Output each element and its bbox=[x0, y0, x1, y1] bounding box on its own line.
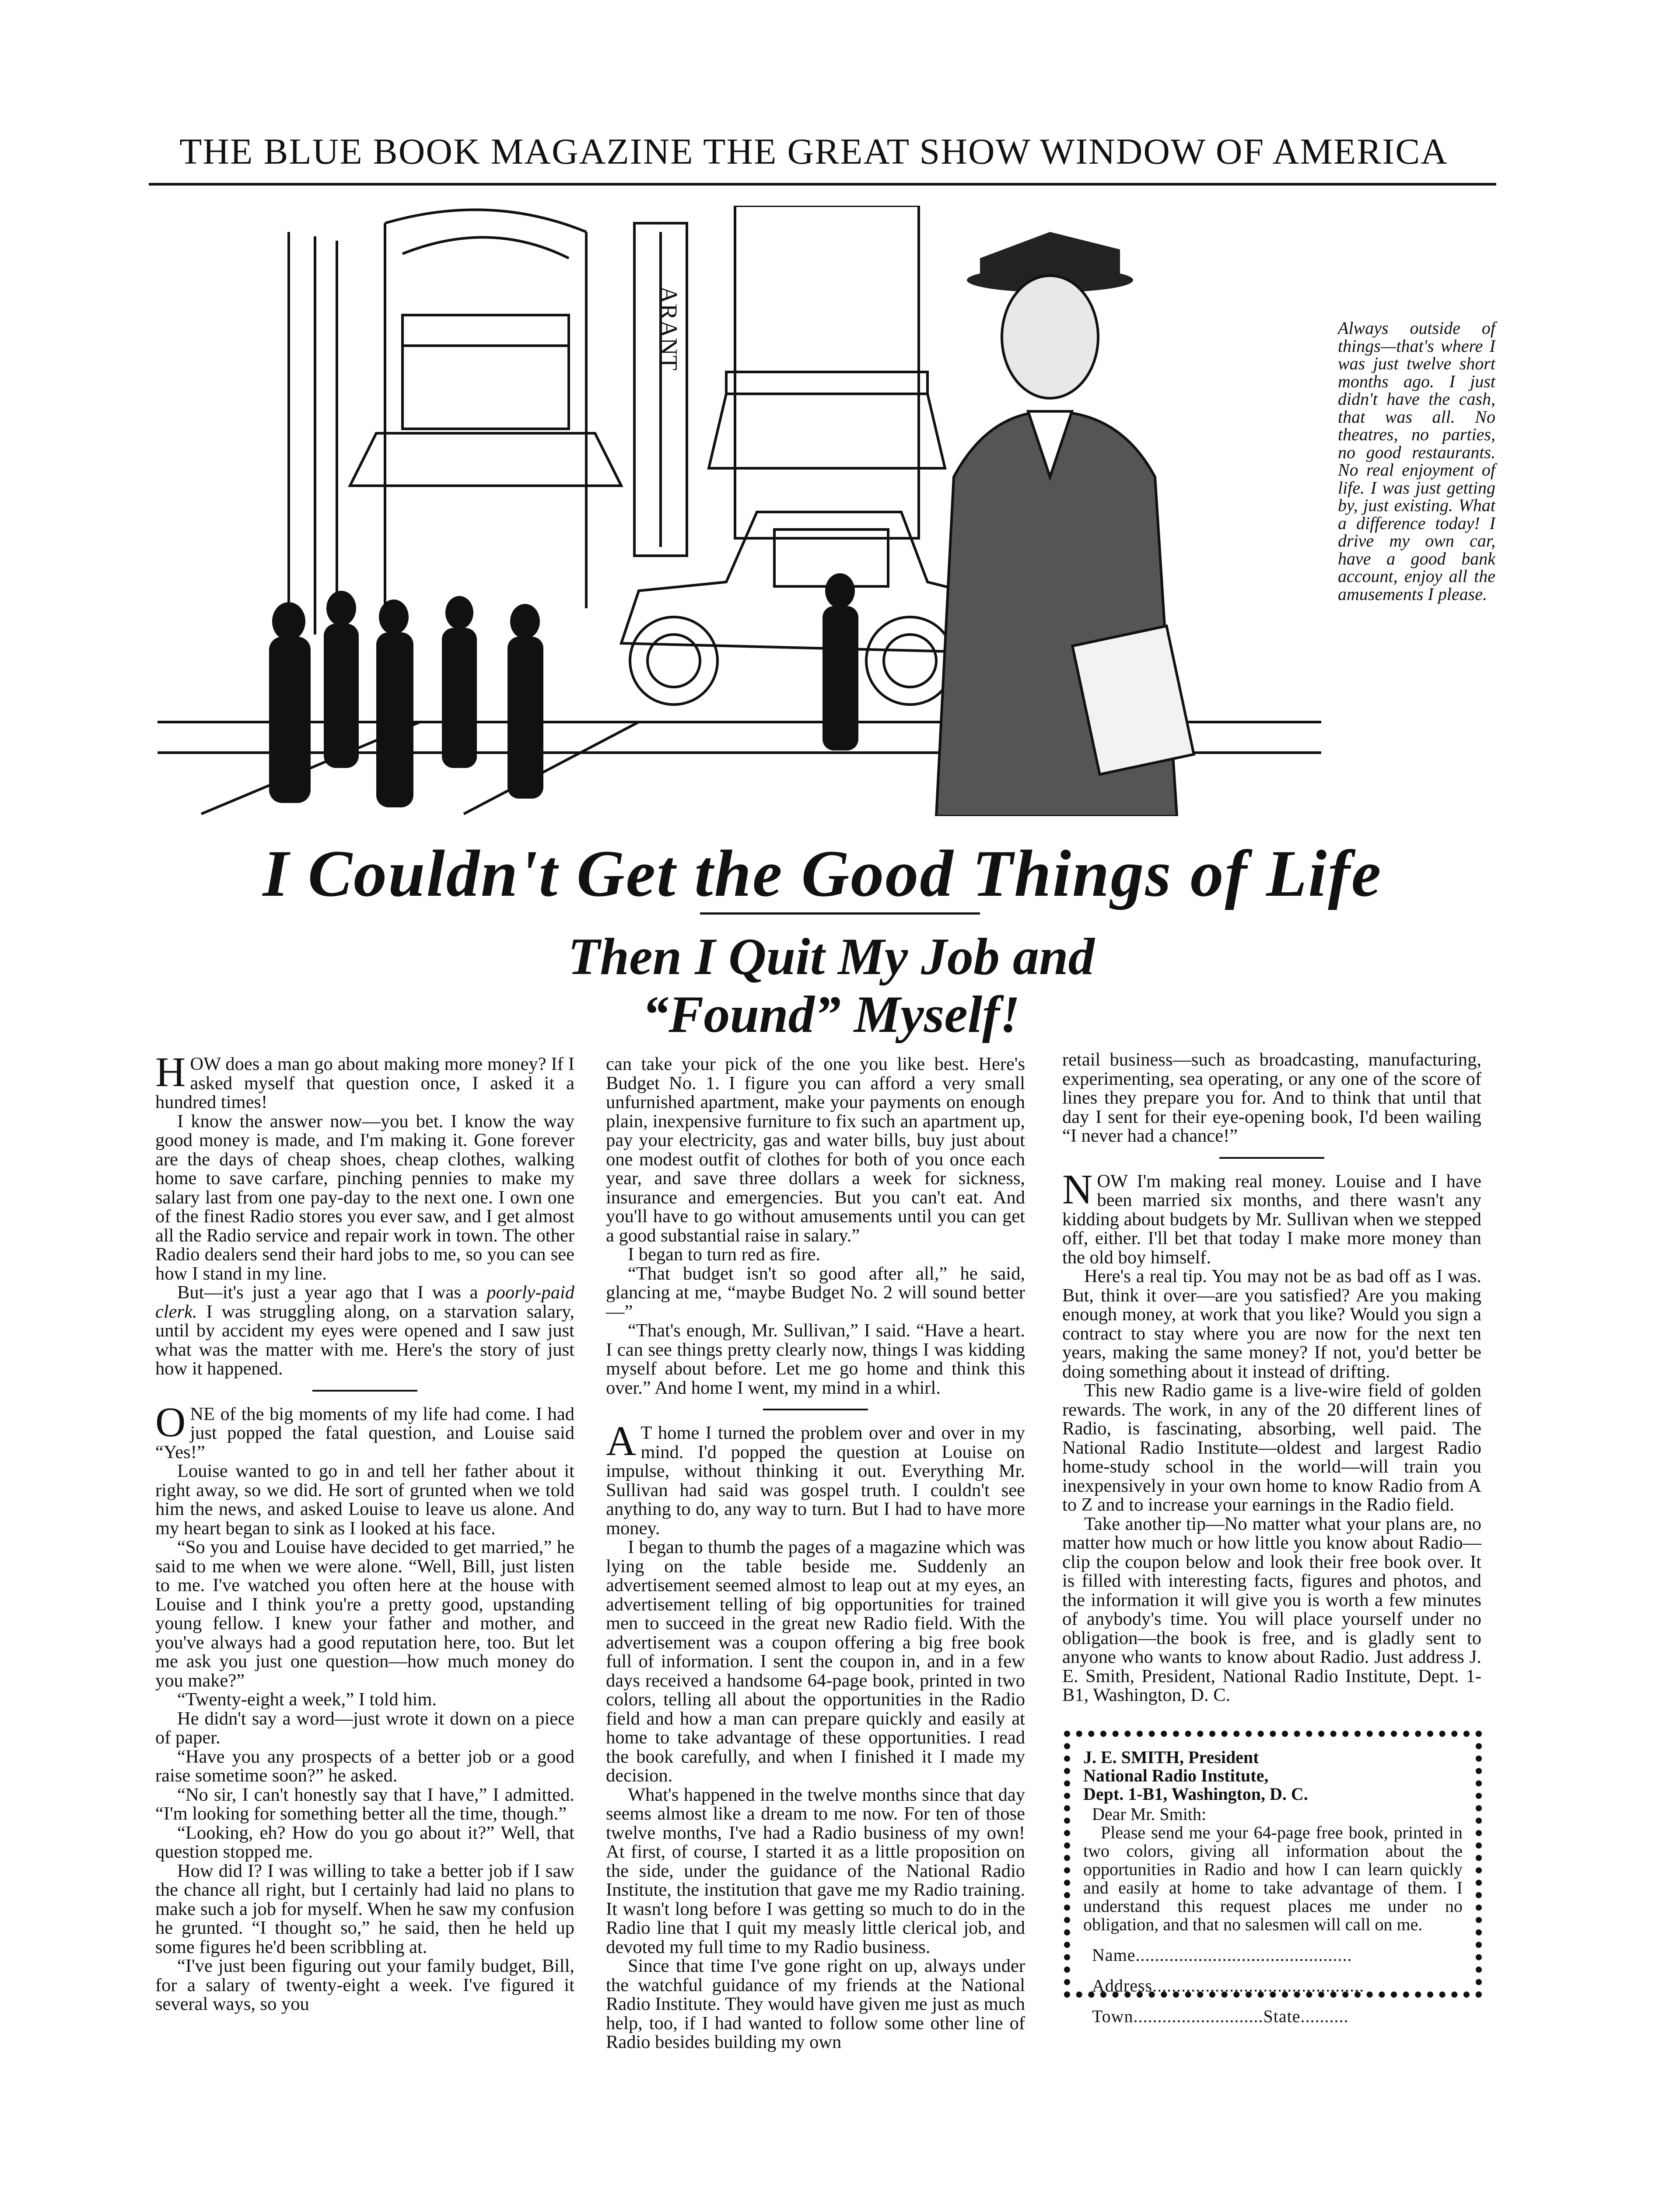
article-paragraph: “Have you any prospects of a better job or a good raise sometime soon?” he asked. bbox=[155, 1746, 574, 1786]
article-paragraph: T home I turned the problem over and over in my mind. I'd popped the question at Louise on impulse, without thinking it out. Everything Mr. Sullivan had said was gospel truth. I couldn't see anything to do, any way to turn. But I had to have more money. bbox=[606, 1423, 1025, 1539]
magazine-header: THE BLUE BOOK MAGAZINE THE GREAT SHOW WINDOW OF AMERICA bbox=[179, 131, 1448, 172]
article-paragraph: I began to turn red as fire. bbox=[628, 1244, 821, 1265]
article-paragraph: How did I? I was willing to take a better job if I saw the chance all right, but I certainly had laid no plans to make such a job for myself. When he saw my confusion he grunted. “I thought so,” he said, then he held up some figures he'd been scribbling at. bbox=[155, 1860, 574, 1957]
emphasis-text: poorly-paid clerk. bbox=[155, 1282, 574, 1322]
drop-cap: H bbox=[155, 1048, 186, 1095]
article-paragraph: “That's enough, Mr. Sullivan,” I said. “Have a heart. I can see things pretty clearly now, things I was kidding myself about before. Let me go home and think this over.” And home I went, my mind in a whirl. bbox=[606, 1320, 1025, 1398]
name-field[interactable]: Name............................................. bbox=[1092, 1945, 1352, 1965]
article-paragraph: Louise wanted to go in and tell her father about it right away, so we did. He sort of grunted when we told him the news, and asked Louise to leave us alone. And my heart began to sink as I looked at his face. bbox=[155, 1461, 574, 1539]
header-rule bbox=[149, 183, 1496, 186]
illustration-caption: Always outside of things—that's where I was just twelve short months ago. I just didn't have the cash, that was all. No theatres, no parties, no good restaurants. No real enjoyment of life. I was just getting by, just existing. What a difference today! I drive my own car, have a good bank account, enjoy all the amusements I please. bbox=[1338, 318, 1495, 604]
article-paragraph: What's happened in the twelve months since that day seems almost like a dream to me now. For ten of those twelve months, I've had a Radio business of my own! At first, of course, I started it as a little proposition on the side, under the guidance of the National Radio Institute, the institution that gave me my Radio training. It wasn't long before I was getting so much to do in the Radio line that I quit my measly little clerical job, and devoted my full time to my Radio business. bbox=[606, 1784, 1025, 1957]
article-paragraph: NE of the big moments of my life had come. I had just popped the fatal question, and Louise said “Yes!” bbox=[155, 1403, 574, 1462]
article-paragraph: “That budget isn't so good after all,” he said, glancing at me, “maybe Budget No. 2 will sound better—” bbox=[606, 1263, 1025, 1322]
mail-coupon[interactable] bbox=[1064, 1731, 1482, 2026]
article-paragraph: “I've just been figuring out your family budget, Bill, for a salary of twenty-eight a week. I've figured it several ways, so you bbox=[155, 1956, 574, 2014]
article-paragraph: This new Radio game is a live-wire field of golden rewards. The work, in any of the 20 different lines of Radio, is fascinating, absorbing, well paid. The National Radio Institute—oldest and largest Radio home-study school in the world—will train you inexpensively in your own home to know Radio from A to Z and to increase your earnings in the Radio field. bbox=[1062, 1380, 1481, 1515]
street-scene-illustration bbox=[158, 206, 1321, 816]
article-paragraph: Take another tip—No matter what your plans are, no matter how much or how little you know about Radio—clip the coupon below and look their free book over. It is filled with interesting facts, figures and photos, and the information it will give you is worth a few minutes of anybody's time. You will place yourself under no obligation—the book is free, and is gladly sent to anyone who wants to know about Radio. Just address J. E. Smith, President, National Radio Institute, Dept. 1-B1, Washington, D. C. bbox=[1062, 1513, 1481, 1705]
article-paragraph: “Twenty-eight a week,” I told him. bbox=[177, 1689, 437, 1710]
coupon-address-line: National Radio Institute, bbox=[1083, 1766, 1269, 1785]
article-paragraph: retail business—such as broadcasting, manufacturing, experimenting, sea operating, or any one of the score of lines they prepare you for. And to think that until that day I sent for their eye-opening book, I'd been wailing “I never had a chance!” bbox=[1062, 1049, 1481, 1146]
article-column-1 bbox=[155, 1048, 574, 2014]
article-paragraph: I know the answer now—you bet. I know the way good money is made, and I'm making it. Gone forever are the days of cheap shoes, cheap clothes, walking home to save carfare, pinching pennies to make my salary last from one pay-day to the next one. I own one of the finest Radio stores you ever saw, and I get almost all the Radio service and repair work in town. The other Radio dealers send their hard jobs to me, so you can see how I stand in my line. bbox=[155, 1111, 574, 1284]
article-column-2 bbox=[606, 1055, 1025, 2052]
section-divider bbox=[1219, 1157, 1324, 1159]
drop-cap: A bbox=[606, 1417, 637, 1464]
article-paragraph: I began to thumb the pages of a magazine which was lying on the table beside me. Suddenly an advertisement seemed almost to leap out at my eyes, an advertisement telling of big opportunities for trained men to succeed in the great new Radio field. With the advertisement was a coupon offering a big free book full of information. I sent the coupon in, and in a few days received a handsome 64-page book, printed in two colors, telling all about the opportunities in the Radio field and how a man can prepare quickly and easily at home to take advantage of these opportunities. I read the book carefully, and when I finished it I made my decision. bbox=[606, 1537, 1025, 1786]
article-paragraph: OW does a man go about making more money? If I asked myself that question once, I asked it a hundred times! bbox=[155, 1054, 574, 1112]
section-divider bbox=[312, 1390, 417, 1392]
subheadline-line-1: Then I Quit My Job and bbox=[568, 927, 1095, 985]
coupon-body: Please send me your 64-page free book, printed in two colors, giving all information about the opportunities in Radio and how I can learn quickly and easily at home to take advantage of them. I understand this request places me under no obligation, and that no salesmen will call on me. bbox=[1083, 1823, 1463, 1934]
article-column-3 bbox=[1062, 1050, 1481, 1705]
article-paragraph: But—it's just a year ago that I was a poorly-paid clerk. I was struggling along, on a starvation salary, until by accident my eyes were opened and I saw just what was the matter with me. Here's the story of just how it happened. bbox=[155, 1282, 574, 1379]
article-paragraph: can take your pick of the one you like best. Here's Budget No. 1. I figure you can afford a very small unfurnished apartment, make your payments on enough plain, inexpensive furniture to fix such an apartment up, pay your electricity, gas and water bills, buy just about one modest outfit of clothes for both of you once each year, and save three dollars a week for sickness, insurance and emergencies. But you can't eat. And you'll have to go without amusements until you can get a good substantial raise in salary.” bbox=[606, 1054, 1025, 1246]
article-paragraph: “Looking, eh? How do you go about it?” Well, that question stopped me. bbox=[155, 1822, 574, 1862]
article-paragraph: He didn't say a word—just wrote it down on a piece of paper. bbox=[155, 1708, 574, 1748]
drop-cap: N bbox=[1062, 1165, 1093, 1213]
marquee-text: ARANT bbox=[655, 286, 682, 371]
subheadline-line-2: “Found” Myself! bbox=[642, 985, 1020, 1043]
article-paragraph: “So you and Louise have decided to get married,” he said to me when we were alone. “Well, Bill, just listen to me. I've watched you often here at the house with Louise and I think you're a pretty good, upstanding young fellow. I knew your father and mother, and you've always had a good reputation here, too. But let me ask you just one question—how much money do you make?” bbox=[155, 1537, 574, 1691]
drop-cap: O bbox=[155, 1398, 186, 1445]
coupon-salutation: Dear Mr. Smith: bbox=[1092, 1804, 1207, 1824]
section-divider bbox=[763, 1409, 868, 1410]
headline: I Couldn't Get the Good Things of Life bbox=[262, 837, 1382, 910]
article-paragraph: OW I'm making real money. Louise and I have been married six months, and there wasn't any kidding about budgets by Mr. Sullivan when we stepped off, either. I'll bet that today I make more money than the old boy himself. bbox=[1062, 1171, 1481, 1268]
headline-rule bbox=[700, 912, 980, 915]
article-paragraph: Here's a real tip. You may not be as bad off as I was. But, think it over—are you satisfied? Are you making enough money, at work that you like? Would you sign a contract to stay where you are now for the next ten years, making the same money? If not, you'd better be doing something about it instead of drifting. bbox=[1062, 1266, 1481, 1382]
coupon-address-line: Dept. 1-B1, Washington, D. C. bbox=[1083, 1784, 1308, 1804]
article-paragraph: Since that time I've gone right on up, always under the watchful guidance of my friends at the National Radio Institute. They would have given me just as much help, too, if I had wanted to follow some other line of Radio besides building my own bbox=[606, 1956, 1025, 2052]
article-paragraph: “No sir, I can't honestly say that I have,” I admitted. “I'm looking for something better all the time, though.” bbox=[155, 1784, 574, 1824]
coupon-address-line: J. E. SMITH, President bbox=[1083, 1747, 1259, 1767]
subheadline bbox=[394, 928, 1269, 1043]
address-field[interactable]: Address............................................ bbox=[1092, 1976, 1365, 1995]
town-state-field[interactable]: Town...........................State.......... bbox=[1092, 2006, 1349, 2026]
